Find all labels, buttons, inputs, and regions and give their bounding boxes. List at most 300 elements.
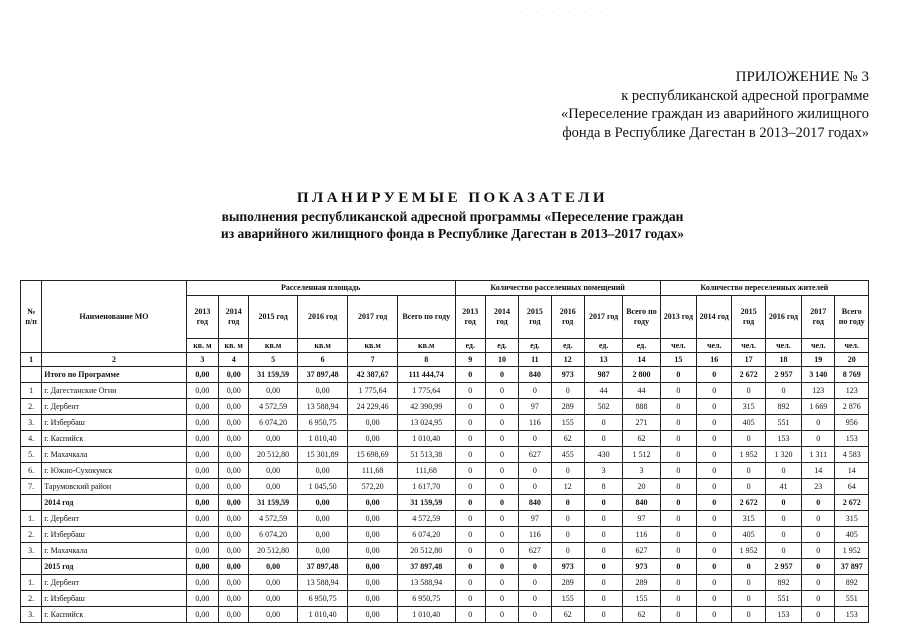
municipality-name-cell: г. Дербент [42, 399, 187, 415]
value-cell: 0 [455, 543, 485, 559]
row-number-cell: 3. [21, 415, 42, 431]
value-cell: 315 [835, 511, 869, 527]
value-cell: 1 669 [802, 399, 835, 415]
value-cell: 62 [623, 431, 660, 447]
value-cell: 0 [697, 479, 732, 495]
value-cell: 2 876 [835, 399, 869, 415]
value-cell: 0,00 [249, 575, 298, 591]
value-cell: 0 [485, 463, 518, 479]
value-cell: 0 [765, 495, 801, 511]
value-cell: 840 [519, 367, 551, 383]
value-cell: 0,00 [219, 447, 249, 463]
value-cell: 289 [623, 575, 660, 591]
value-cell: 0 [660, 431, 696, 447]
value-cell: 0 [660, 607, 696, 623]
value-cell: 0 [660, 495, 696, 511]
value-cell: 0,00 [348, 527, 398, 543]
value-cell: 15 698,69 [348, 447, 398, 463]
year-header-rooms: 2017 год [584, 296, 622, 339]
value-cell: 0 [584, 543, 622, 559]
value-cell: 155 [551, 591, 584, 607]
year-header-area: 2017 год [348, 296, 398, 339]
row-number-cell: 2. [21, 527, 42, 543]
value-cell: 62 [551, 607, 584, 623]
value-cell: 0,00 [186, 527, 218, 543]
row-number-cell: 2. [21, 399, 42, 415]
year-header-area: 2015 год [249, 296, 298, 339]
value-cell: 0 [697, 607, 732, 623]
row-number-cell [21, 495, 42, 511]
value-cell: 0 [584, 559, 622, 575]
value-cell: 13 588,94 [397, 575, 455, 591]
value-cell: 51 513,38 [397, 447, 455, 463]
value-cell: 37 897 [835, 559, 869, 575]
value-cell: 44 [584, 383, 622, 399]
municipality-name-cell: Тарумовский район [42, 479, 187, 495]
column-number-cell: 6 [297, 353, 348, 367]
value-cell: 0 [455, 431, 485, 447]
value-cell: 20 512,80 [397, 543, 455, 559]
value-cell: 42 390,99 [397, 399, 455, 415]
value-cell: 289 [551, 575, 584, 591]
value-cell: 6 074,20 [397, 527, 455, 543]
value-cell: 0,00 [249, 431, 298, 447]
col-header-name: Наименование МО [42, 281, 187, 353]
column-number-cell: 13 [584, 353, 622, 367]
unit-header: чел. [765, 339, 801, 353]
value-cell: 0 [485, 607, 518, 623]
value-cell: 0 [732, 463, 765, 479]
value-cell: 0,00 [219, 543, 249, 559]
value-cell: 0 [697, 415, 732, 431]
table-row [21, 415, 869, 431]
value-cell: 0 [660, 559, 696, 575]
value-cell: 0,00 [186, 399, 218, 415]
value-cell: 0 [697, 559, 732, 575]
value-cell: 0 [519, 591, 551, 607]
value-cell: 0,00 [219, 383, 249, 399]
value-cell: 0 [765, 511, 801, 527]
value-cell: 14 [802, 463, 835, 479]
value-cell: 0,00 [186, 495, 218, 511]
table-row [21, 575, 869, 591]
value-cell: 13 588,94 [297, 575, 348, 591]
value-cell: 0 [660, 527, 696, 543]
unit-header: кв.м [397, 339, 455, 353]
value-cell: 97 [623, 511, 660, 527]
value-cell: 155 [551, 415, 584, 431]
value-cell: 42 387,67 [348, 367, 398, 383]
unit-header: чел. [660, 339, 696, 353]
value-cell: 37 897,48 [297, 367, 348, 383]
value-cell: 111,68 [348, 463, 398, 479]
year-header-area: Всего по году [397, 296, 455, 339]
value-cell: 0 [732, 479, 765, 495]
value-cell: 1 617,70 [397, 479, 455, 495]
value-cell: 0 [697, 383, 732, 399]
value-cell: 0,00 [348, 607, 398, 623]
year-header-rooms: Всего по году [623, 296, 660, 339]
value-cell: 153 [765, 431, 801, 447]
year-header-area: 2014 год [219, 296, 249, 339]
appendix-line-1: к республиканской адресной программе [621, 87, 869, 104]
value-cell: 2 957 [765, 367, 801, 383]
year-header-people: 2016 год [765, 296, 801, 339]
value-cell: 0,00 [297, 527, 348, 543]
value-cell: 0,00 [186, 415, 218, 431]
value-cell: 8 769 [835, 367, 869, 383]
municipality-name-cell: г. Дагестанские Огни [42, 383, 187, 399]
value-cell: 0 [455, 559, 485, 575]
value-cell: 627 [519, 447, 551, 463]
value-cell: 1 010,40 [397, 431, 455, 447]
municipality-name-cell: г. Махачкала [42, 447, 187, 463]
column-number-cell: 16 [697, 353, 732, 367]
table-row [21, 479, 869, 495]
year-header-rooms: 2015 год [519, 296, 551, 339]
unit-header: чел. [697, 339, 732, 353]
row-number-cell: 1 [21, 383, 42, 399]
year-header-people: 2013 год [660, 296, 696, 339]
column-number-cell: 1 [21, 353, 42, 367]
value-cell: 840 [519, 495, 551, 511]
value-cell: 153 [835, 431, 869, 447]
value-cell: 315 [732, 399, 765, 415]
value-cell: 0 [551, 543, 584, 559]
municipality-name-cell: г. Каспийск [42, 607, 187, 623]
value-cell: 0,00 [249, 607, 298, 623]
appendix-line-2: «Переселение граждан из аварийного жилищного [560, 106, 869, 122]
value-cell: 0 [455, 511, 485, 527]
value-cell: 0 [455, 479, 485, 495]
row-number-cell [21, 559, 42, 575]
table-row [21, 591, 869, 607]
value-cell: 0,00 [186, 511, 218, 527]
value-cell: 0 [485, 431, 518, 447]
unit-header: ед. [551, 339, 584, 353]
value-cell: 153 [765, 607, 801, 623]
column-number-cell: 2 [42, 353, 187, 367]
value-cell: 0 [802, 559, 835, 575]
value-cell: 0 [660, 367, 696, 383]
value-cell: 0,00 [186, 591, 218, 607]
value-cell: 0 [485, 479, 518, 495]
column-number-cell: 10 [485, 353, 518, 367]
value-cell: 1 010,40 [397, 607, 455, 623]
value-cell: 4 572,59 [249, 399, 298, 415]
row-number-cell [21, 367, 42, 383]
value-cell: 0 [697, 511, 732, 527]
value-cell: 0 [765, 463, 801, 479]
value-cell: 13 024,95 [397, 415, 455, 431]
value-cell: 0 [697, 591, 732, 607]
municipality-name-cell: 2014 год [42, 495, 187, 511]
value-cell: 0 [455, 399, 485, 415]
value-cell: 0 [660, 399, 696, 415]
value-cell: 0,00 [249, 591, 298, 607]
value-cell: 987 [584, 367, 622, 383]
value-cell: 0 [697, 543, 732, 559]
value-cell: 15 301,89 [297, 447, 348, 463]
year-header-area: 2016 год [297, 296, 348, 339]
value-cell: 0 [765, 383, 801, 399]
column-number-cell: 20 [835, 353, 869, 367]
value-cell: 0 [455, 575, 485, 591]
value-cell: 6 950,75 [397, 591, 455, 607]
row-number-cell: 3. [21, 607, 42, 623]
table-row [21, 495, 869, 511]
value-cell: 0 [485, 495, 518, 511]
column-number-cell: 4 [219, 353, 249, 367]
value-cell: 627 [519, 543, 551, 559]
value-cell: 0,00 [219, 559, 249, 575]
value-cell: 0,00 [249, 463, 298, 479]
table-row [21, 447, 869, 463]
value-cell: 31 159,59 [249, 367, 298, 383]
year-header-rooms: 2014 год [485, 296, 518, 339]
value-cell: 97 [519, 511, 551, 527]
value-cell: 0,00 [249, 383, 298, 399]
value-cell: 0 [697, 575, 732, 591]
column-number-cell: 17 [732, 353, 765, 367]
value-cell: 0 [697, 463, 732, 479]
column-number-cell: 14 [623, 353, 660, 367]
row-number-cell: 2. [21, 591, 42, 607]
value-cell: 0,00 [219, 527, 249, 543]
value-cell: 0,00 [186, 479, 218, 495]
value-cell: 572,20 [348, 479, 398, 495]
row-number-cell: 5. [21, 447, 42, 463]
value-cell: 0 [697, 399, 732, 415]
value-cell: 0 [802, 415, 835, 431]
value-cell: 153 [835, 607, 869, 623]
heading-subtitle-2: из аварийного жилищного фонда в Республике Дагестан в 2013–2017 годах» [220, 226, 685, 241]
value-cell: 1 952 [732, 447, 765, 463]
group-header-people: Количество переселенных жителей [660, 281, 868, 296]
value-cell: 20 [623, 479, 660, 495]
table-row [21, 399, 869, 415]
value-cell: 430 [584, 447, 622, 463]
value-cell: 0 [485, 511, 518, 527]
value-cell: 0,00 [219, 399, 249, 415]
value-cell: 502 [584, 399, 622, 415]
value-cell: 0 [455, 415, 485, 431]
value-cell: 155 [623, 591, 660, 607]
column-number-cell: 11 [519, 353, 551, 367]
row-number-cell: 4. [21, 431, 42, 447]
value-cell: 0 [485, 559, 518, 575]
value-cell: 0 [519, 383, 551, 399]
municipality-name-cell: г. Махачкала [42, 543, 187, 559]
column-number-cell: 9 [455, 353, 485, 367]
value-cell: 0 [802, 591, 835, 607]
row-number-cell: 1. [21, 511, 42, 527]
unit-header: чел. [802, 339, 835, 353]
table-row [21, 511, 869, 527]
table-row [21, 431, 869, 447]
value-cell: 405 [732, 415, 765, 431]
value-cell: 0 [660, 447, 696, 463]
municipality-name-cell: г. Избербаш [42, 527, 187, 543]
value-cell: 0 [697, 367, 732, 383]
column-number-cell: 15 [660, 353, 696, 367]
value-cell: 6 950,75 [297, 415, 348, 431]
value-cell: 23 [802, 479, 835, 495]
value-cell: 0,00 [348, 415, 398, 431]
value-cell: 2 800 [623, 367, 660, 383]
heading-subtitle-1: выполнения республиканской адресной программы «Переселение граждан [221, 209, 684, 224]
value-cell: 0 [660, 463, 696, 479]
municipality-name-cell: г. Избербаш [42, 591, 187, 607]
value-cell: 0 [519, 559, 551, 575]
value-cell: 0 [584, 575, 622, 591]
table-row [21, 383, 869, 399]
value-cell: 0 [584, 527, 622, 543]
value-cell: 0,00 [249, 559, 298, 575]
value-cell: 0 [455, 495, 485, 511]
year-header-people: Всего по году [835, 296, 869, 339]
value-cell: 116 [623, 527, 660, 543]
table-row [21, 607, 869, 623]
value-cell: 4 572,59 [249, 511, 298, 527]
value-cell: 0 [455, 367, 485, 383]
unit-header: чел. [732, 339, 765, 353]
column-number-cell: 3 [186, 353, 218, 367]
value-cell: 0,00 [348, 575, 398, 591]
year-header-people: 2015 год [732, 296, 765, 339]
value-cell: 14 [835, 463, 869, 479]
value-cell: 0,00 [348, 559, 398, 575]
value-cell: 0 [455, 463, 485, 479]
value-cell: 0 [485, 591, 518, 607]
year-header-people: 2017 год [802, 296, 835, 339]
header-row-groups [21, 281, 869, 296]
value-cell: 123 [802, 383, 835, 399]
value-cell: 0 [697, 447, 732, 463]
value-cell: 0,00 [219, 415, 249, 431]
year-header-rooms: 2013 год [455, 296, 485, 339]
value-cell: 31 159,59 [249, 495, 298, 511]
column-number-cell: 18 [765, 353, 801, 367]
value-cell: 0 [802, 607, 835, 623]
value-cell: 97 [519, 399, 551, 415]
value-cell: 0 [551, 495, 584, 511]
value-cell: 973 [551, 559, 584, 575]
value-cell: 840 [623, 495, 660, 511]
municipality-name-cell: г. Дербент [42, 575, 187, 591]
value-cell: 0 [584, 511, 622, 527]
value-cell: 0 [485, 399, 518, 415]
municipality-name-cell: г. Избербаш [42, 415, 187, 431]
column-number-cell: 12 [551, 353, 584, 367]
value-cell: 0,00 [219, 575, 249, 591]
value-cell: 0,00 [348, 431, 398, 447]
table-row [21, 527, 869, 543]
value-cell: 0 [802, 543, 835, 559]
unit-header: кв.м [297, 339, 348, 353]
value-cell: 0 [551, 463, 584, 479]
value-cell: 62 [551, 431, 584, 447]
value-cell: 0 [765, 543, 801, 559]
value-cell: 0,00 [186, 447, 218, 463]
value-cell: 551 [765, 591, 801, 607]
value-cell: 0,00 [297, 495, 348, 511]
value-cell: 892 [765, 399, 801, 415]
value-cell: 0 [485, 383, 518, 399]
value-cell: 0 [455, 447, 485, 463]
value-cell: 4 583 [835, 447, 869, 463]
column-number-cell: 8 [397, 353, 455, 367]
value-cell: 3 140 [802, 367, 835, 383]
value-cell: 37 897,48 [397, 559, 455, 575]
value-cell: 0,00 [186, 543, 218, 559]
value-cell: 8 [584, 479, 622, 495]
value-cell: 6 950,75 [297, 591, 348, 607]
value-cell: 405 [835, 527, 869, 543]
year-header-rooms: 2016 год [551, 296, 584, 339]
value-cell: 2 672 [835, 495, 869, 511]
value-cell: 2 672 [732, 367, 765, 383]
col-header-number: № п/п [21, 281, 42, 353]
value-cell: 0,00 [297, 543, 348, 559]
value-cell: 0 [802, 511, 835, 527]
unit-header: ед. [519, 339, 551, 353]
value-cell: 12 [551, 479, 584, 495]
value-cell: 0,00 [297, 511, 348, 527]
value-cell: 405 [732, 527, 765, 543]
value-cell: 0 [660, 591, 696, 607]
value-cell: 123 [835, 383, 869, 399]
table-body [21, 353, 869, 623]
unit-header: чел. [835, 339, 869, 353]
value-cell: 4 572,59 [397, 511, 455, 527]
value-cell: 111 444,74 [397, 367, 455, 383]
value-cell: 0 [660, 575, 696, 591]
value-cell: 2 957 [765, 559, 801, 575]
value-cell: 0 [551, 527, 584, 543]
row-number-cell: 7. [21, 479, 42, 495]
unit-header: ед. [584, 339, 622, 353]
value-cell: 6 074,20 [249, 415, 298, 431]
value-cell: 0 [802, 575, 835, 591]
value-cell: 892 [835, 575, 869, 591]
value-cell: 0 [519, 431, 551, 447]
value-cell: 551 [835, 591, 869, 607]
value-cell: 0,00 [186, 463, 218, 479]
value-cell: 956 [835, 415, 869, 431]
value-cell: 13 588,94 [297, 399, 348, 415]
value-cell: 0 [485, 527, 518, 543]
table-row [21, 463, 869, 479]
row-number-cell: 3. [21, 543, 42, 559]
value-cell: 892 [765, 575, 801, 591]
value-cell: 0 [455, 607, 485, 623]
value-cell: 0 [660, 543, 696, 559]
value-cell: 2 672 [732, 495, 765, 511]
value-cell: 0 [697, 431, 732, 447]
value-cell: 0 [519, 479, 551, 495]
value-cell: 551 [765, 415, 801, 431]
value-cell: 0 [551, 383, 584, 399]
value-cell: 455 [551, 447, 584, 463]
value-cell: 0 [732, 431, 765, 447]
indicators-table [20, 280, 869, 623]
value-cell: 0 [519, 575, 551, 591]
value-cell: 0 [485, 367, 518, 383]
value-cell: 6 074,20 [249, 527, 298, 543]
unit-header: ед. [455, 339, 485, 353]
value-cell: 0 [802, 431, 835, 447]
